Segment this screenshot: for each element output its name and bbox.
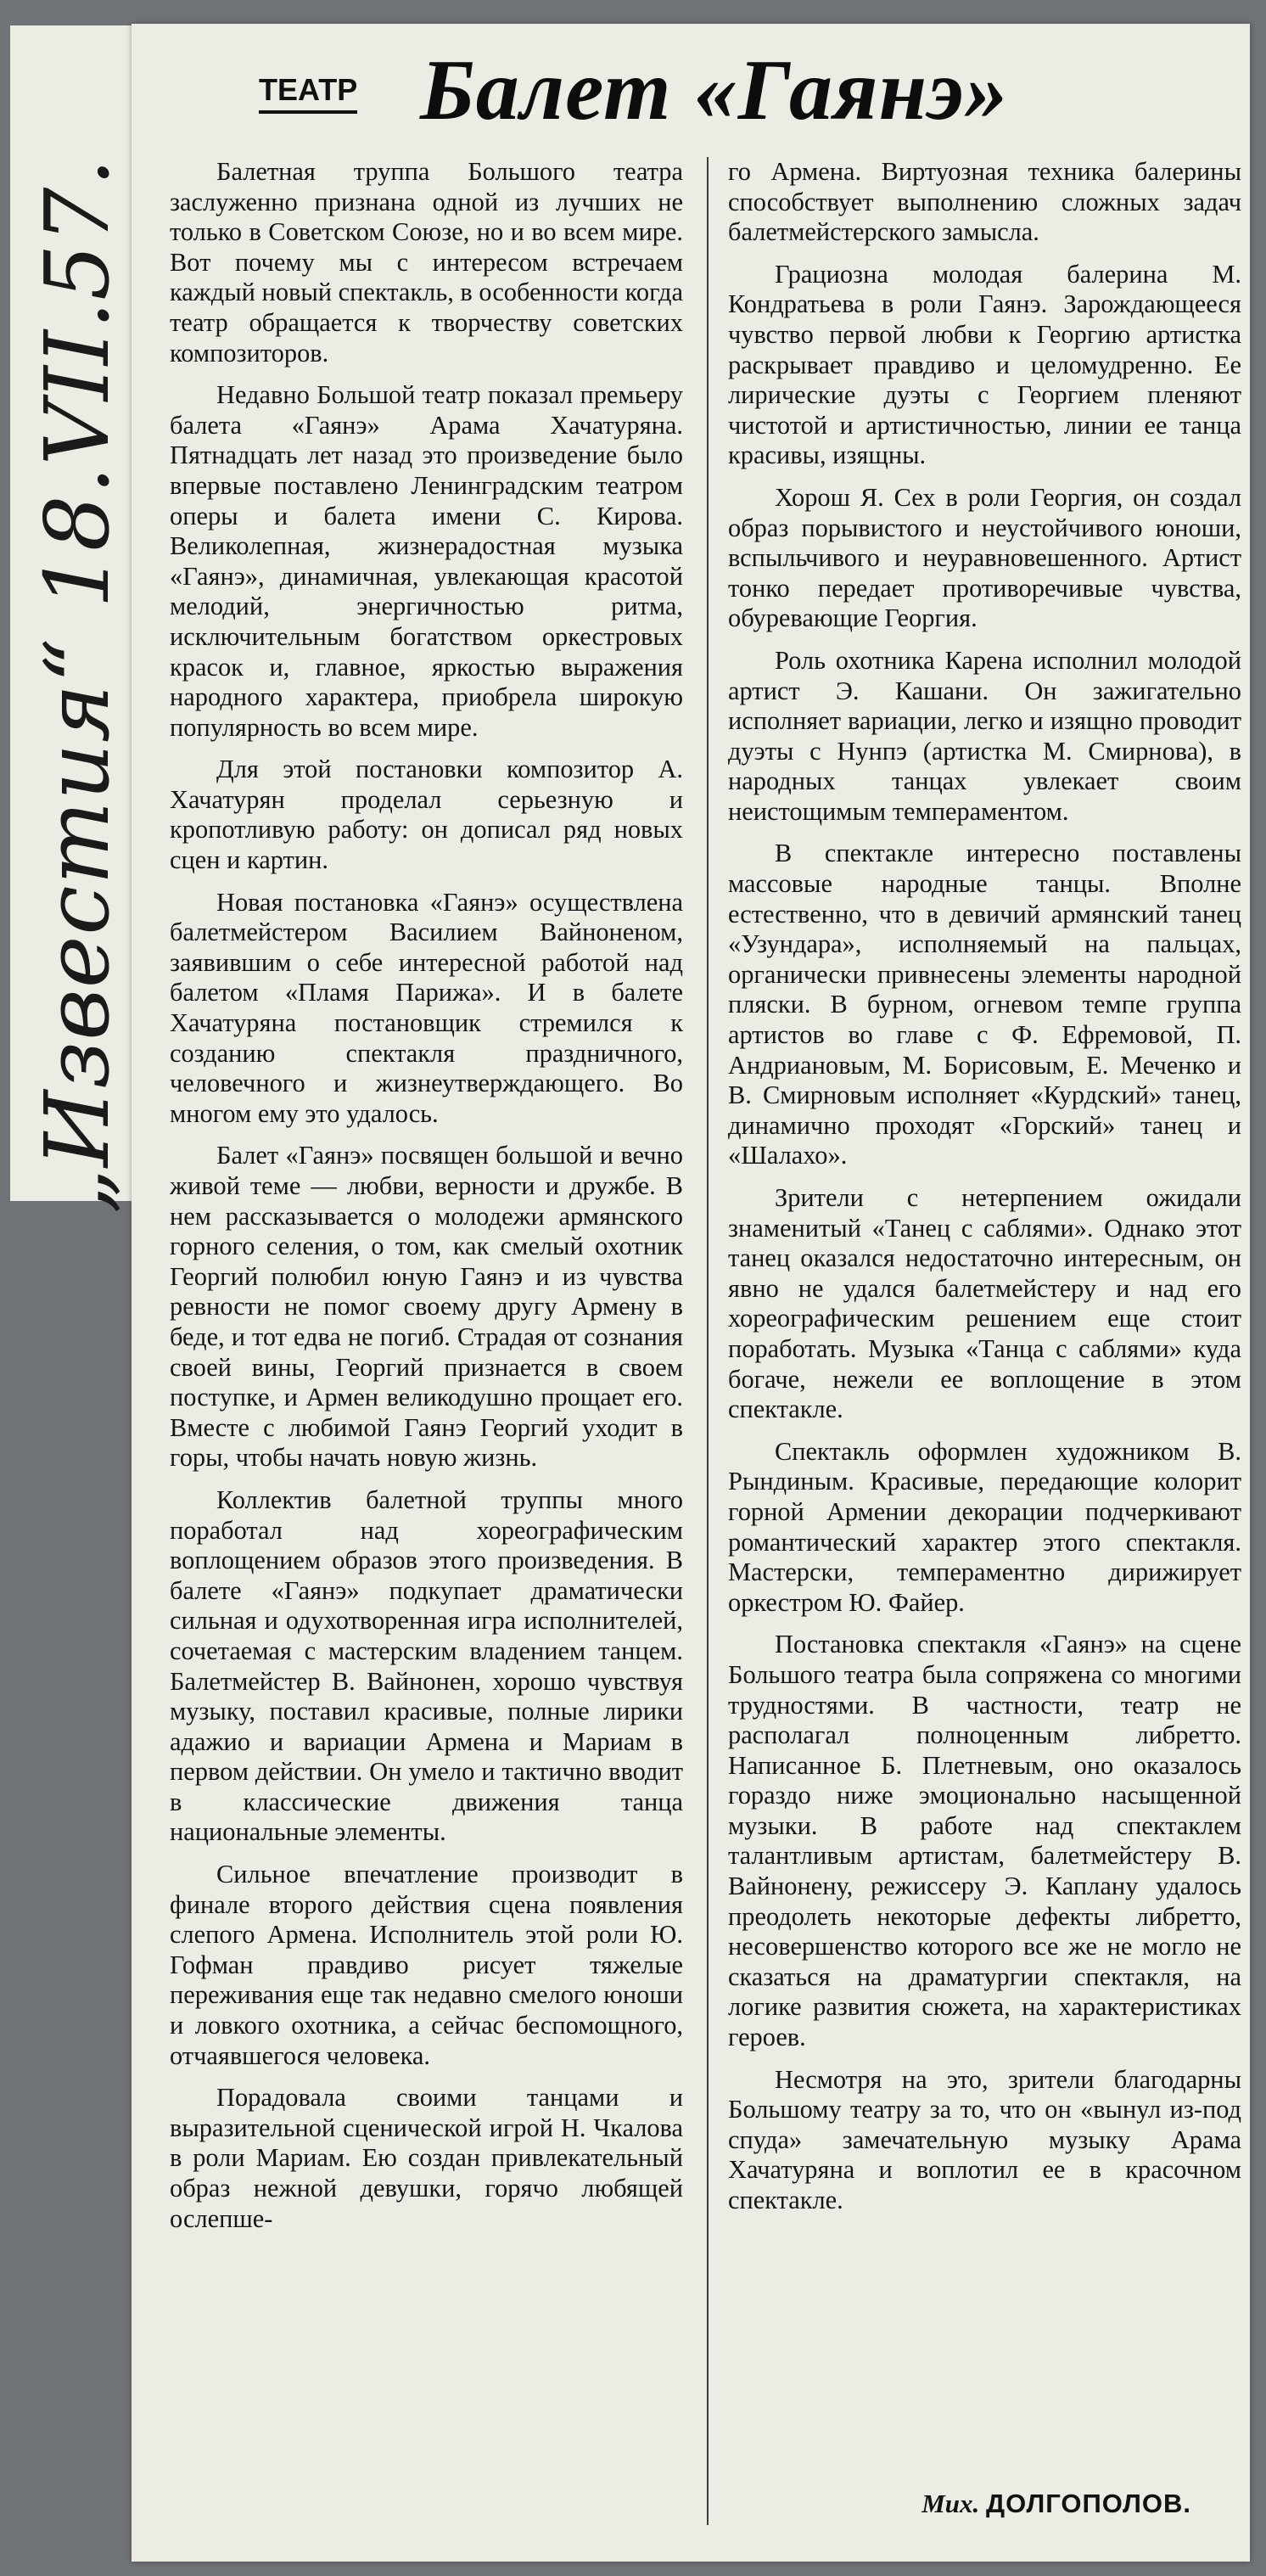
handwritten-source-note: „Известия“ 18.VII.57. xyxy=(25,157,129,1214)
author-signature xyxy=(921,2489,1191,2519)
paragraph: Роль охотника Карена исполнил молодой артист Э. Кашани. Он зажигательно исполняет вариации, легко и изящно проводит дуэты с Нунпэ (артистка М. Смирнова), в народных танцах увлекает своим неистощимым темпераментом. xyxy=(728,645,1241,826)
paragraph: Порадовала своими танцами и выразительной сценической игрой Н. Чкалова в роли Мариам. Ею создан привлекательный образ нежной девушки, горячо любящей ослепше- xyxy=(170,2083,683,2233)
paragraph-continuation: го Армена. Виртуозная техника балерины способствует выполнению сложных задач балетмейстерского замысла. xyxy=(728,157,1241,247)
paragraph: Сильное впечатление производит в финале второго действия сцена появления слепого Армена. Исполнитель этой роли Ю. Гофман правдиво рисует тяжелые переживания еще так недавно смелого юноши и ловкого охотника, а сейчас беспомощного, отчаявшегося человека. xyxy=(170,1860,683,2070)
section-rubric: ТЕАТР xyxy=(259,72,357,114)
paragraph: Коллектив балетной труппы много поработал над хореографическим воплощением образов этого произведения. В балете «Гаянэ» подкупает драматически сильная и одухотворенная игра исполнителей, сочетаемая с мастерским владением танцем. Балетмейстер В. Вайнонен, хорошо чувствуя музыку, поставил красивые, полные лирики адажио и вариации Армена и Мариам в первом действии. Он умело и тактично вводит в классические движения танца национальные элементы. xyxy=(170,1484,683,1847)
paragraph: Зрители с нетерпением ожидали знаменитый «Танец с саблями». Однако этот танец оказался недостаточно интересным, он явно не удался балетмейстеру и над его хореографическим решением еще стоит поработать. Музыка «Танца с саблями» куда богаче, нежели ее воплощение в этом спектакле. xyxy=(728,1183,1241,1424)
article-column-left xyxy=(170,157,683,2246)
paragraph: Для этой постановки композитор А. Хачатурян проделал серьезную и кропотливую работу: он дописал ряд новых сцен и картин. xyxy=(170,755,683,875)
paragraph: Балетная труппа Большого театра заслуженно признана одной из лучших не только в Советском Союзе, но и во всем мире. Вот почему мы с интересом встречаем каждый новый спектакль, в особенности когда театр обращается к творчеству советских композиторов. xyxy=(170,157,683,368)
paragraph: Балет «Гаянэ» посвящен большой и вечно живой теме — любви, верности и дружбе. В нем рассказывается о молодежи армянского горного селения, о том, как смелый охотник Георгий полюбил юную Гаянэ и из чувства ревности не помог своему другу Армену в беде, и тот едва не погиб. Страдая от сознания своей вины, Георгий признается в своем поступке, и Армен великодушно прощает его. Вместе с любимой Гаянэ Георгий уходит в горы, чтобы начать новую жизнь. xyxy=(170,1141,683,1473)
article-column-right xyxy=(728,157,1241,2228)
author-last-name: ДОЛГОПОЛОВ. xyxy=(986,2489,1191,2518)
column-divider xyxy=(707,157,709,2525)
paragraph: Несмотря на это, зрители благодарны Большому театру за то, что он «вынул из-под спуда» замечательную музыку Арама Хачатуряна и воплотил ее в красочном спектакле. xyxy=(728,2064,1241,2214)
paragraph: Спектакль оформлен художником В. Рындиным. Красивые, передающие колорит горной Армении декорации подчеркивают романтический характер этого спектакля. Мастерски, темпераментно дирижирует оркестром Ю. Файер. xyxy=(728,1436,1241,1617)
paragraph: Недавно Большой театр показал премьеру балета «Гаянэ» Арама Хачатуряна. Пятнадцать лет назад это произведение было впервые поставлено Ленинградским театром оперы и балета имени С. Кирова. Великолепная, жизнерадостная музыка «Гаянэ», динамичная, увлекающая красотой мелодий, энергичностью ритма, исключительным богатством оркестровых красок и, главное, яркостью выражения народного характера, приобрела широкую популярность во всем мире. xyxy=(170,380,683,742)
author-first-name: Мих. xyxy=(921,2489,980,2518)
article-headline: Балет «Гаянэ» xyxy=(420,42,1009,138)
paragraph: Хорош Я. Сех в роли Георгия, он создал образ порывистого и неустойчивого юноши, вспыльчивого и неуравновешенного. Артист тонко передает противоречивые чувства, обуревающие Георгия. xyxy=(728,482,1241,633)
paragraph: В спектакле интересно поставлены массовые народные танцы. Вполне естественно, что в девичий армянский танец «Узундара», исполняемый на пальцах, органически привнесены элементы народной пляски. В бурном, огневом темпе группа артистов во главе с Ф. Ефремовой, П. Андриановым, М. Борисовым, Е. Меченко и В. Смирновым исполняет «Курдский» танец, динамично проходят «Горский» танец и «Шалахо». xyxy=(728,839,1241,1170)
paragraph: Новая постановка «Гаянэ» осуществлена балетмейстером Василием Вайноненом, заявившим о себе интересной работой над балетом «Пламя Парижа». И в балете Хачатуряна постановщик стремился к созданию спектакля праздничного, человечного и жизнеутверждающего. Во многом ему это удалось. xyxy=(170,887,683,1128)
paragraph: Грациозна молодая балерина М. Кондратьева в роли Гаянэ. Зарождающееся чувство первой любви к Георгию артистка раскрывает правдиво и целомудренно. Ее лирические дуэты с Георгием пленяют чистотой и артистичностью, линии ее танца красивы, изящны. xyxy=(728,259,1241,470)
paragraph: Постановка спектакля «Гаянэ» на сцене Большого театра была сопряжена со многими трудностями. В частности, театр не располагал полноценным либретто. Написанное Б. Плетневым, оно оказалось гораздо ниже эмоционально насыщенной музыки. В работе над спектаклем талантливым артистам, балетмейстеру В. Вайнонену, режиссеру Э. Каплану удалось преодолеть некоторые дефекты либретто, несовершенство которого все же не могло не сказаться на драматургии спектакля, на логике развития сюжета, на характеристиках героев. xyxy=(728,1630,1241,2052)
